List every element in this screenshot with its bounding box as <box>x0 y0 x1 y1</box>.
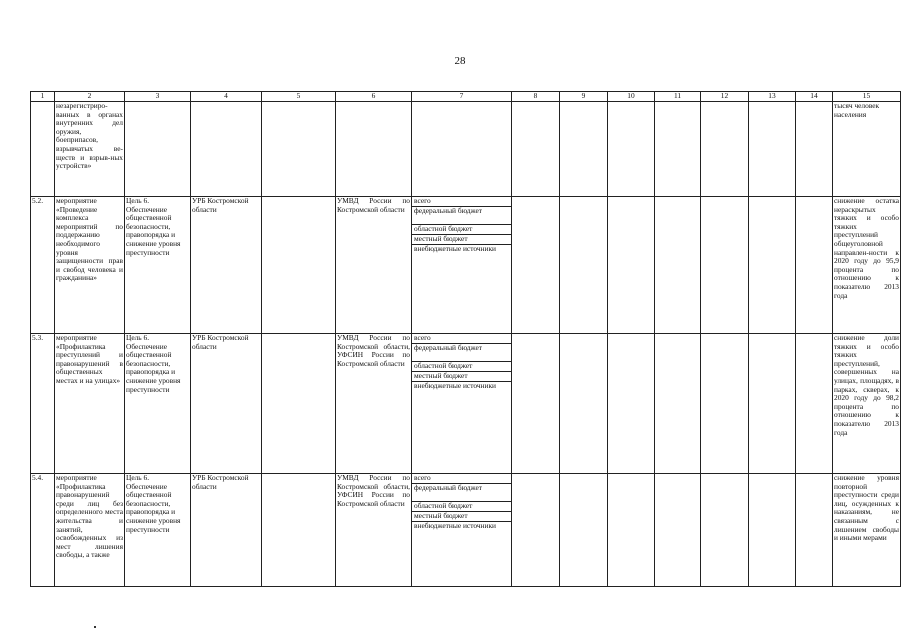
source-item: федеральный бюджет <box>412 344 511 362</box>
executor: УРБ Костромской области <box>191 334 262 474</box>
header-cell: 7 <box>412 92 512 102</box>
table-row-continuation <box>31 102 901 197</box>
header-cell: 2 <box>55 92 125 102</box>
partner: УМВД России по Костромской области <box>336 197 412 334</box>
source-item: всего <box>412 197 511 207</box>
row-number: 5.3. <box>31 334 55 474</box>
header-cell: 4 <box>191 92 262 102</box>
table-row <box>31 474 901 587</box>
source-item: федеральный бюджет <box>412 484 511 502</box>
measure-name: незарегистриро-ванных в органах внутренних дел оружия, боеприпасов, взрывчатых ве-ществ и взрыв-ных устройств» <box>55 102 125 197</box>
executor: УРБ Костромской области <box>191 474 262 587</box>
measure-name: мероприятие «Профилактика правонарушений среди лиц без определенного места жительства и занятий, освобожденных из мест лишения свободы, а также <box>55 474 125 587</box>
source-item: внебюджетные источники <box>414 244 497 253</box>
header-row <box>31 92 901 102</box>
source-item: местный бюджет <box>412 372 511 382</box>
expected-result: снижение остатка нераскрытых тяжких и особо тяжких преступлений общеуголовной направлен-ности к 2020 году до 95,9 процента по отношению к показателю 2013 года <box>833 197 901 334</box>
source-item: областной бюджет <box>412 225 511 235</box>
table-row <box>31 334 901 474</box>
goal: Цель 6. Обеспечение общественной безопасности, правопорядка и снижение уровня преступности <box>125 197 191 334</box>
expected-result: снижение уровня повторной преступности среди лиц, осужденных к наказаниям, не связанным с лишением свободы и иными мерами <box>833 474 901 587</box>
partner: УМВД России по Костромской области, УФСИН России по Костромской области <box>336 334 412 474</box>
source-item: областной бюджет <box>412 362 511 372</box>
row-number: 5.2. <box>31 197 55 334</box>
table-row <box>31 197 901 334</box>
header-cell: 12 <box>701 92 749 102</box>
measures-table <box>30 91 901 587</box>
page-number: 28 <box>454 55 466 67</box>
measure-name: мероприятие «Профилактика преступлений и правонарушений в общественных местах и на улицах» <box>55 334 125 474</box>
header-cell: 3 <box>125 92 191 102</box>
source-item: внебюджетные источники <box>414 521 497 530</box>
header-cell: 6 <box>336 92 412 102</box>
source-item: федеральный бюджет <box>412 207 511 225</box>
header-cell: 1 <box>31 92 55 102</box>
source-item: местный бюджет <box>412 512 511 522</box>
header-cell: 11 <box>655 92 701 102</box>
ink-dot <box>94 626 96 628</box>
source-item: местный бюджет <box>412 235 511 245</box>
measure-name: мероприятие «Проведение комплекса мероприятий по поддержанию необходимого уровня защищенности прав и свобод человека и гражданина» <box>55 197 125 334</box>
header-cell: 10 <box>608 92 655 102</box>
funding-sources <box>412 334 512 474</box>
expected-result: снижение доли тяжких и особо тяжких преступлений, совершенных на улицах, площадях, в парках, скверах, к 2020 году до 98,2 процента по отношению к показателю 2013 года <box>833 334 901 474</box>
source-item: всего <box>412 474 511 484</box>
goal: Цель 6. Обеспечение общественной безопасности, правопорядка и снижение уровня преступности <box>125 474 191 587</box>
source-item: всего <box>412 334 511 344</box>
source-item: областной бюджет <box>412 502 511 512</box>
expected-result: тысяч человек населения <box>833 102 901 197</box>
header-cell: 15 <box>833 92 901 102</box>
row-number: 5.4. <box>31 474 55 587</box>
goal: Цель 6. Обеспечение общественной безопасности, правопорядка и снижение уровня преступности <box>125 334 191 474</box>
partner: УМВД России по Костромской области, УФСИН России по Костромской области <box>336 474 412 587</box>
source-item: внебюджетные источники <box>414 381 497 390</box>
funding-sources <box>412 474 512 587</box>
header-cell: 5 <box>262 92 336 102</box>
funding-sources <box>412 197 512 334</box>
header-cell: 13 <box>749 92 796 102</box>
header-cell: 8 <box>512 92 560 102</box>
executor: УРБ Костромской области <box>191 197 262 334</box>
header-cell: 9 <box>560 92 608 102</box>
header-cell: 14 <box>796 92 833 102</box>
